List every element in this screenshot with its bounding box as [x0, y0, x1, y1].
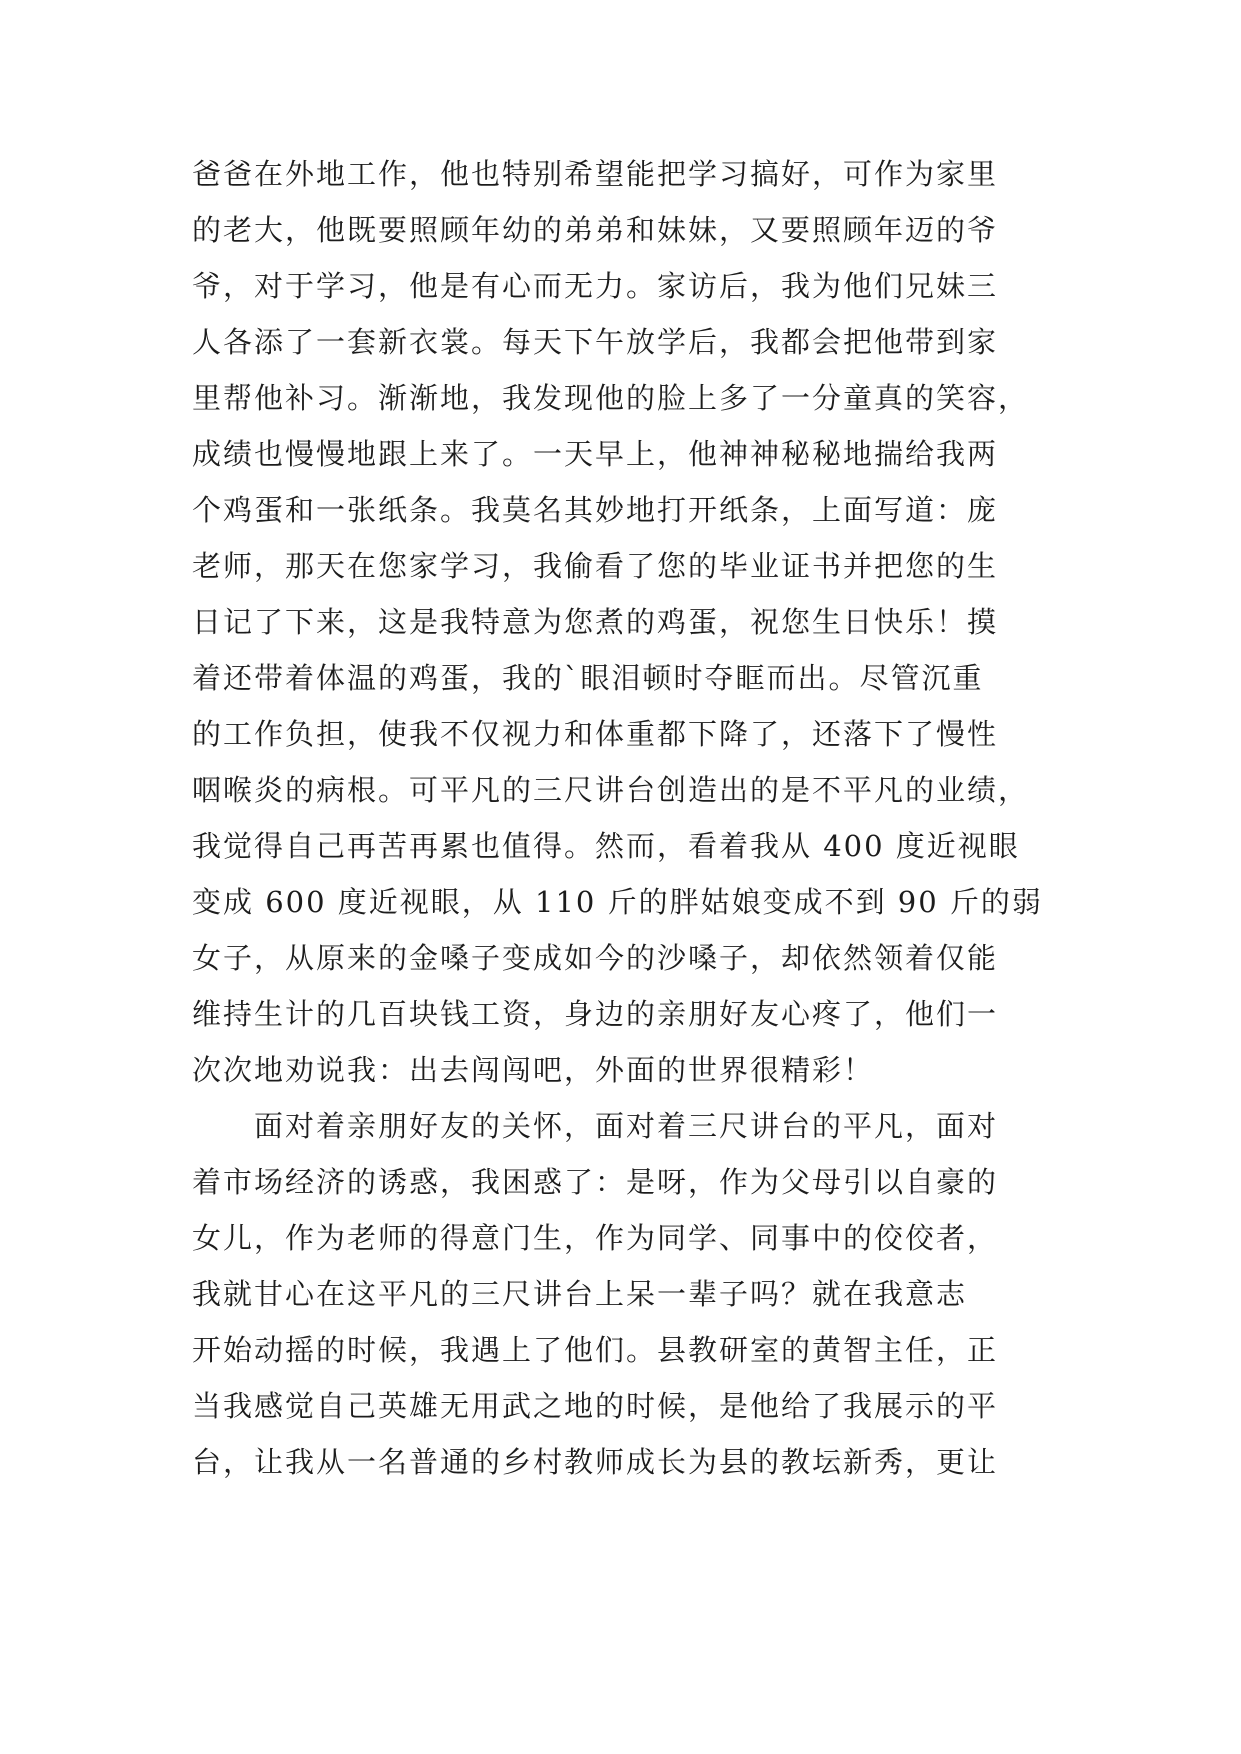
text-line: 爸爸在外地工作，他也特别希望能把学习搞好，可作为家里 — [192, 157, 999, 191]
text-line: 爷，对于学习，他是有心而无力。家访后，我为他们兄妹三 — [192, 269, 999, 303]
text-line: 个鸡蛋和一张纸条。我莫名其妙地打开纸条，上面写道：庞 — [192, 493, 999, 527]
text-line: 的工作负担，使我不仅视力和体重都下降了，还落下了慢性 — [192, 717, 999, 751]
text-line: 日记了下来，这是我特意为您煮的鸡蛋，祝您生日快乐！摸 — [192, 605, 999, 639]
text-line: 咽喉炎的病根。可平凡的三尺讲台创造出的是不平凡的业绩， — [192, 773, 1030, 807]
text-line: 人各添了一套新衣裳。每天下午放学后，我都会把他带到家 — [192, 325, 999, 359]
text-line: 着市场经济的诱惑，我困惑了：是呀，作为父母引以自豪的 — [192, 1165, 999, 1199]
text-line: 里帮他补习。渐渐地，我发现他的脸上多了一分童真的笑容， — [192, 381, 1030, 415]
text-line: 老师，那天在您家学习，我偷看了您的毕业证书并把您的生 — [192, 549, 999, 583]
text-line: 开始动摇的时候，我遇上了他们。县教研室的黄智主任，正 — [192, 1333, 999, 1367]
text-line: 台，让我从一名普通的乡村教师成长为县的教坛新秀，更让 — [192, 1445, 999, 1479]
text-line: 当我感觉自己英雄无用武之地的时候，是他给了我展示的平 — [192, 1389, 999, 1423]
text-line: 变成 600 度近视眼，从 110 斤的胖姑娘变成不到 90 斤的弱 — [192, 885, 1043, 919]
text-line: 女子，从原来的金嗓子变成如今的沙嗓子，却依然领着仅能 — [192, 941, 999, 975]
text-line: 女儿，作为老师的得意门生，作为同学、同事中的佼佼者， — [192, 1221, 999, 1255]
text-line: 维持生计的几百块钱工资，身边的亲朋好友心疼了，他们一 — [192, 997, 999, 1031]
text-line: 次次地劝说我：出去闯闯吧，外面的世界很精彩！ — [192, 1053, 875, 1087]
text-line: 的老大，他既要照顾年幼的弟弟和妹妹，又要照顾年迈的爷 — [192, 213, 999, 247]
text-line: 成绩也慢慢地跟上来了。一天早上，他神神秘秘地揣给我两 — [192, 437, 999, 471]
text-line: 我觉得自己再苦再累也值得。然而，看着我从 400 度近视眼 — [192, 829, 1020, 863]
paragraph-first-line: 面对着亲朋好友的关怀，面对着三尺讲台的平凡，面对 — [254, 1109, 999, 1143]
text-line: 我就甘心在这平凡的三尺讲台上呆一辈子吗？就在我意志 — [192, 1277, 968, 1311]
text-line: 着还带着体温的鸡蛋，我的`眼泪顿时夺眶而出。尽管沉重 — [192, 661, 984, 695]
